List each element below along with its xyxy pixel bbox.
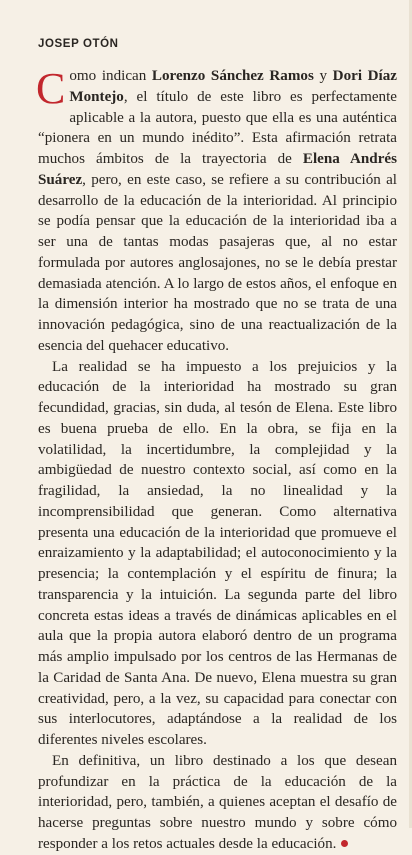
author-header: JOSEP OTÓN [38,38,119,50]
end-of-article-bullet-icon [341,840,348,847]
paragraph-3-text: En definitiva, un libro destinado a los que desean profundizar en la práctica de la educación de la interioridad, pero, también, a quienes aceptan el desafío de hacerse preguntas sobre nuestro mundo y sobre cómo responder a los retos actuales desde la educación. [38,752,397,852]
paragraph-3 [38,751,397,855]
paragraph-1-text-c: , el título de este libro es perfectamente aplicable a la autora, puesto que ella es una auténtica “pionera en un mundo inédito”. Esta afirmación retrata muchos ámbitos de la trayectoria de [38,88,397,167]
article-body [38,66,397,855]
name-dori-diaz-montejo: Dori Díaz Montejo [69,68,397,105]
paragraph-1-text-d: , pero, en este caso, se refiere a su contribución al desarrollo de la educación de la interioridad. Al principio se podía pensar que la educación de la interioridad iba a ser una de tantas modas pasajeras que, al no estar formulada por autores anglosajones, no se le debía prestar demasiada atención. A lo largo de estos años, el enfoque en la dimensión interior ha mostrado que no se trata de una innovación pedagógica, sino de una reactualización de la esencia del quehacer educativo. [38,171,397,354]
paragraph-1-text-a: omo indican [69,68,152,84]
paragraph-1 [38,66,397,357]
name-elena-andres-suarez: Elena Andrés Suárez [38,151,397,188]
drop-cap: C [36,64,66,113]
paragraph-2: La realidad se ha impuesto a los prejuicios y la educación de la interioridad ha mostrado su gran fecundidad, gracias, sin duda, al tesón de Elena. Este libro es buena prueba de ello. En la obra, se fija en la volatilidad, la incertidumbre, la complejidad y la ambigüedad de nuestro contexto social, así como en la fragilidad, la ansiedad, la no linealidad y la incomprensibilidad que generan. Como alternativa presenta una educación de la interioridad que promueve el enraizamiento y la adaptabilidad; el autoconocimiento y la presencia; la contemplación y el espíritu de finura; la transparencia y la intuición. La segunda parte del libro concreta estas ideas a través de dinámicas aplicables en el aula que la propia autora elaboró dentro de un programa más amplio impulsado por los centros de las Hermanas de la Caridad de Santa Ana. De nuevo, Elena muestra su gran creatividad, pero, a la vez, su capacidad para conectar con sus interlocutores, adaptándose a la realidad de los diferentes niveles escolares. [38,358,397,748]
name-lorenzo-sanchez-ramos: Lorenzo Sánchez Ramos [151,68,314,84]
paragraph-1-text-b: y [313,68,333,84]
